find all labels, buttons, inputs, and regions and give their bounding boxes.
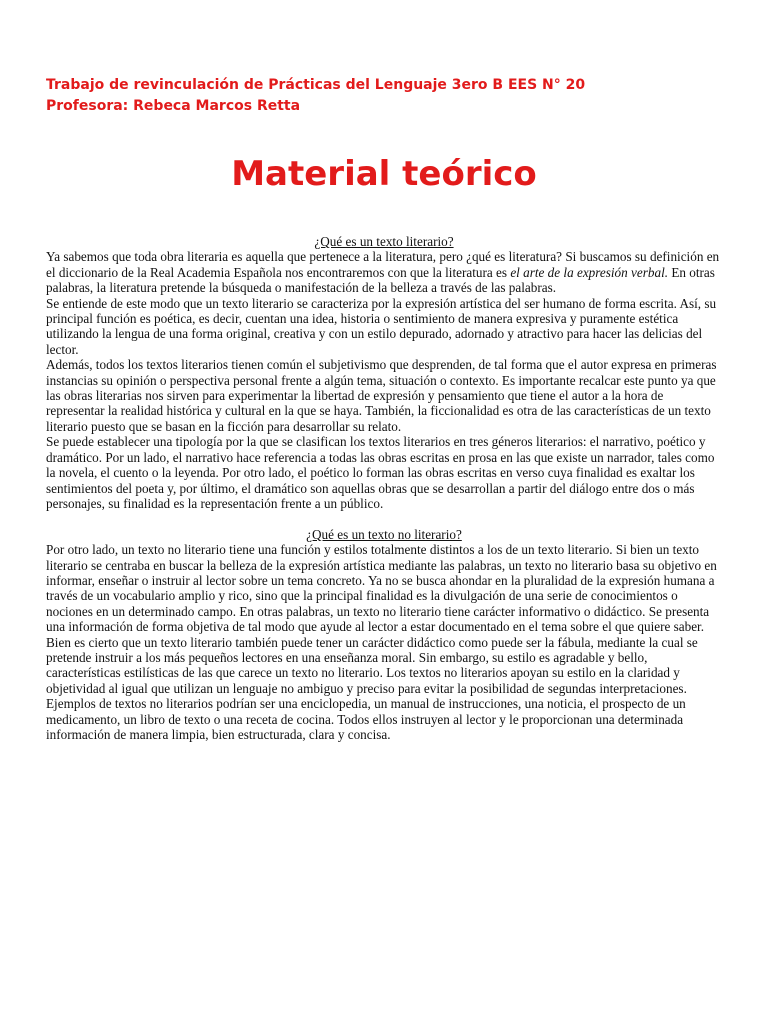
document-body	[46, 234, 722, 742]
paragraph: Por otro lado, un texto no literario tiene una función y estilos totalmente distintos a los de un texto literario. Si bien un texto literario se centraba en buscar la belleza de la expresión artística mediante las palabras, un texto no literario basa su objetivo en informar, enseñar o instruir al lector sobre un tema concreto. Ya no se busca ahondar en la pluralidad de la expresión humana a través de un vocabulario amplio y rico, sino que la principal finalidad es la divulgación de una serie de conocimientos o nociones en un determinado campo. En otras palabras, un texto no literario tiene carácter informativo o didáctico. Se presenta una información de forma objetiva de tal modo que ayude al lector a estar documentado en el tema sobre el que quiere saber.	[46, 542, 717, 635]
paragraph-text: Ya sabemos que toda obra literaria es aquella que pertenece a la literatura, pero ¿qué es literatura? Si buscamos su definición en el diccionario de la Real Academia Española nos encontraremos con que la literatura es	[46, 249, 720, 280]
assignment-header: Trabajo de revinculación de Prácticas del Lenguaje 3ero B EES N° 20	[46, 77, 586, 93]
paragraph: Se puede establecer una tipología por la que se clasifican los textos literarios en tres géneros literarios: el narrativo, poético y dramático. Por un lado, el narrativo hace referencia a todas las obras escritas en prosa en las que existe un narrador, tales como la novela, el cuento o la leyenda. Por otro lado, el poético lo forman las obras escritas en verso cuya finalidad es exaltar los sentimientos del poeta y, por último, el dramático son aquellas obras que se desarrollan a partir del diálogo entre dos o más personajes, su finalidad es la representación frente a un público.	[46, 434, 715, 511]
paragraph-text: En otras palabras, la literatura pretende la búsqueda o manifestación de la belleza a través de las palabras.	[46, 264, 715, 296]
paragraph: Además, todos los textos literarios tienen común el subjetivismo que desprenden, de tal forma que el autor expresa en primeras instancias su opinión o perspectiva personal frente a algún tema, situación o contexto. Es importante recalcar este punto ya que las obras literarias nos sirven para experimentar la libertad de expresión y pensamiento que tiene el autor a la hora de representar la realidad histórica y cultural en la que se haya. También, la ficcionalidad es otra de las características de un texto literario puesto que se basan en la ficción para desarrollar su relato.	[46, 357, 717, 434]
paragraph	[46, 249, 722, 295]
section-heading-non-literary: ¿Qué es un texto no literario?	[306, 526, 462, 542]
page-title: Material teórico	[231, 154, 537, 194]
paragraph: Ejemplos de textos no literarios podrían ser una enciclopedia, un manual de instrucciones, una noticia, el prospecto de un medicamento, un libro de texto o una receta de cocina. Todos ellos instruyen al lector y le proporcionan una determinada información de manera limpia, bien estructurada, clara y concisa.	[46, 696, 686, 742]
teacher-line: Profesora: Rebeca Marcos Retta	[46, 98, 301, 114]
paragraph: Bien es cierto que un texto literario también puede tener un carácter didáctico como puede ser la fábula, mediante la cual se pretende instruir a los más pequeños lectores en una enseñanza moral. Sin embargo, su estilo es agradable y bello, características estilísticas de las que carece un texto no literario. Los textos no literarios apoyan su estilo en la claridad y objetividad al igual que utilizan un lenguaje no ambiguo y preciso para evitar la posibilidad de segundas interpretaciones.	[46, 634, 698, 696]
italic-definition: el arte de la expresión verbal.	[510, 264, 669, 280]
paragraph: Se entiende de este modo que un texto literario se caracteriza por la expresión artística del ser humano de forma escrita. Así, su principal función es poética, es decir, cuentan una idea, historia o sentimiento de manera expresiva y puramente estética utilizando la lengua de una forma original, creativa y con un estilo depurado, adornado y atractivo para hacer las delicias del lector.	[46, 295, 717, 357]
section-heading-literary: ¿Qué es un texto literario?	[314, 234, 454, 249]
paragraph-gap	[46, 511, 722, 526]
